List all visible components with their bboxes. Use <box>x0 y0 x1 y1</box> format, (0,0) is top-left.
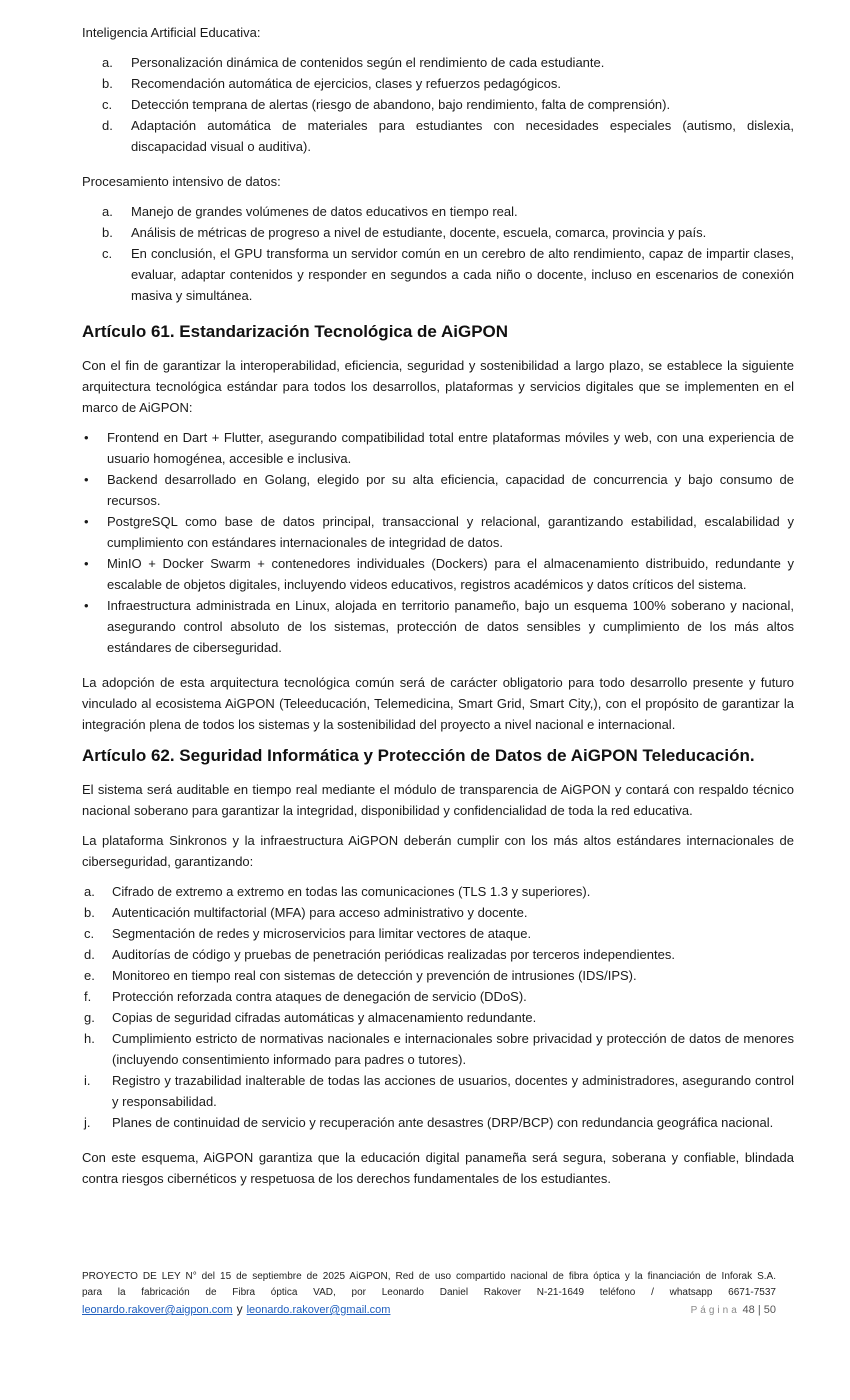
list-marker: b. <box>102 76 113 91</box>
list-marker: j. <box>84 1115 91 1130</box>
bullet-icon: • <box>84 598 89 613</box>
article-62-paragraph-1: El sistema será auditable en tiempo real mediante el módulo de transparencia de AiGPON y contará con respaldo técnico nacional soberano para garantizar la integridad, disponibilidad y confidencialidad de toda la red educativa. <box>82 782 794 818</box>
list-item-text: Protección reforzada contra ataques de denegación de servicio (DDoS). <box>112 989 527 1004</box>
list-item <box>82 1028 794 1070</box>
list-item <box>82 94 794 115</box>
security-measures-list <box>82 881 794 1133</box>
list-marker: b. <box>84 905 95 920</box>
list-item <box>82 902 794 923</box>
list-marker: c. <box>102 97 113 112</box>
list-marker: d. <box>84 947 95 962</box>
list-marker: g. <box>84 1010 95 1025</box>
list-item <box>82 52 794 73</box>
list-marker: c. <box>102 246 113 261</box>
list-item-text: MinIO + Docker Swarm + contenedores individuales (Dockers) para el almacenamiento distribuido, redundante y escalable de objetos digitales, incluyendo videos educativos, registros académicos y datos críticos del sistema. <box>107 556 794 592</box>
article-62-heading: Artículo 62. Seguridad Informática y Protección de Datos de AiGPON Teleducación. <box>82 746 755 765</box>
list-marker: a. <box>84 884 95 899</box>
list-item-text: Frontend en Dart + Flutter, asegurando compatibilidad total entre plataformas móviles y web, con una experiencia de usuario homogénea, accesible e inclusiva. <box>107 430 794 466</box>
document-page <box>82 22 794 1198</box>
list-item-text: Copias de seguridad cifradas automáticas y almacenamiento redundante. <box>112 1010 537 1025</box>
footer-conjunction: y <box>236 1302 243 1316</box>
list-item <box>82 965 794 986</box>
list-item <box>82 553 794 595</box>
list-item-text: Recomendación automática de ejercicios, clases y refuerzos pedagógicos. <box>131 76 561 91</box>
article-62-closing: Con este esquema, AiGPON garantiza que la educación digital panameña será segura, soberana y confiable, blindada contra riesgos cibernéticos y respetuosa de los derechos fundamentales de los estudiantes. <box>82 1150 794 1186</box>
page-indicator <box>691 1302 776 1319</box>
list-item <box>82 1007 794 1028</box>
list-item <box>82 1112 794 1133</box>
list-item <box>82 73 794 94</box>
list-item-text: En conclusión, el GPU transforma un servidor común en un cerebro de alto rendimiento, capaz de impartir clases, evaluar, adaptar contenidos y responder en segundos a cada niño o docente, incluso en escenarios de conexión masiva y simultánea. <box>131 246 794 303</box>
list-item-text: Infraestructura administrada en Linux, alojada en territorio panameño, bajo un esquema 100% soberano y nacional, asegurando control absoluto de los sistemas, protección de datos sensibles y cumplimiento de los más altos estándares de ciberseguridad. <box>107 598 794 655</box>
footer-line-1: PROYECTO DE LEY N° del 15 de septiembre de 2025 AiGPON, Red de uso compartido nacional de fibra óptica y la financiación de Inforak S.A. <box>82 1271 776 1282</box>
footer-line-2: para la fabricación de Fibra óptica VAD, por Leonardo Daniel Rakover N-21-1649 teléfono / whatsapp 6671-7537 <box>82 1287 776 1298</box>
list-item-text: Autenticación multifactorial (MFA) para acceso administrativo y docente. <box>112 905 528 920</box>
list-item <box>82 881 794 902</box>
list-item-text: Adaptación automática de materiales para estudiantes con necesidades especiales (autismo, dislexia, discapacidad visual o auditiva). <box>131 118 794 154</box>
bullet-icon: • <box>84 472 89 487</box>
list-item-text: Auditorías de código y pruebas de penetración periódicas realizadas por terceros independientes. <box>112 947 675 962</box>
list-item-text: Personalización dinámica de contenidos según el rendimiento de cada estudiante. <box>131 55 605 70</box>
list-item <box>82 923 794 944</box>
bullet-icon: • <box>84 556 89 571</box>
list-item-text: Monitoreo en tiempo real con sistemas de detección y prevención de intrusiones (IDS/IPS). <box>112 968 637 983</box>
list-item <box>82 1070 794 1112</box>
article-62-paragraph-2: La plataforma Sinkronos y la infraestructura AiGPON deberán cumplir con los más altos estándares internacionales de ciberseguridad, garantizando: <box>82 833 794 869</box>
list-item-text: Manejo de grandes volúmenes de datos educativos en tiempo real. <box>131 204 518 219</box>
page-footer <box>82 1269 776 1319</box>
data-processing-list <box>82 201 794 306</box>
article-61-intro: Con el fin de garantizar la interoperabilidad, eficiencia, seguridad y sostenibilidad a largo plazo, se establece la siguiente arquitectura tecnológica estándar para todos los desarrollos, plataformas y servicios digitales que se implementen en el marco de AiGPON: <box>82 358 794 415</box>
list-marker: b. <box>102 225 113 240</box>
list-item-text: Backend desarrollado en Golang, elegido por su alta eficiencia, capacidad de concurrencia y bajo consumo de recursos. <box>107 472 794 508</box>
list-marker: d. <box>102 118 113 133</box>
list-item <box>82 469 794 511</box>
list-marker: c. <box>84 926 95 941</box>
list-item-text: Segmentación de redes y microservicios para limitar vectores de ataque. <box>112 926 532 941</box>
page-label: Página <box>690 1305 740 1316</box>
section-ai-lead: Inteligencia Artificial Educativa: <box>82 25 261 40</box>
tech-stack-list <box>82 427 794 658</box>
list-item-text: PostgreSQL como base de datos principal, transaccional y relacional, garantizando estabilidad, escalabilidad y cumplimiento con estándares internacionales de integridad de datos. <box>107 514 794 550</box>
article-61-heading: Artículo 61. Estandarización Tecnológica de AiGPON <box>82 322 509 341</box>
section-data-lead: Procesamiento intensivo de datos: <box>82 174 281 189</box>
email-link-aigpon[interactable]: leonardo.rakover@aigpon.com <box>82 1304 233 1316</box>
bullet-icon: • <box>84 514 89 529</box>
list-marker: a. <box>102 55 113 70</box>
page-number: 48 | 50 <box>742 1304 776 1316</box>
list-item <box>82 115 794 157</box>
list-item-text: Cifrado de extremo a extremo en todas las comunicaciones (TLS 1.3 y superiores). <box>112 884 591 899</box>
list-item <box>82 201 794 222</box>
list-marker: f. <box>84 989 92 1004</box>
list-item <box>82 222 794 243</box>
email-link-gmail[interactable]: leonardo.rakover@gmail.com <box>246 1304 391 1316</box>
list-item <box>82 595 794 658</box>
ai-features-list <box>82 52 794 157</box>
list-item <box>82 427 794 469</box>
list-item-text: Detección temprana de alertas (riesgo de abandono, bajo rendimiento, falta de comprensión). <box>131 97 671 112</box>
footer-contact-row <box>82 1301 776 1319</box>
list-item-text: Planes de continuidad de servicio y recuperación ante desastres (DRP/BCP) con redundancia geográfica nacional. <box>112 1115 774 1130</box>
footer-emails <box>82 1301 390 1319</box>
list-item-text: Cumplimiento estricto de normativas nacionales e internacionales sobre privacidad y protección de datos de menores (incluyendo consentimiento informado para padres o tutores). <box>112 1031 794 1067</box>
list-marker: i. <box>84 1073 91 1088</box>
list-item <box>82 243 794 306</box>
bullet-icon: • <box>84 430 89 445</box>
list-marker: h. <box>84 1031 95 1046</box>
article-61-closing: La adopción de esta arquitectura tecnológica común será de carácter obligatorio para todo desarrollo presente y futuro vinculado al ecosistema AiGPON (Teleeducación, Telemedicina, Smart Grid, Smart City,), con el propósito de garantizar la integración plena de todos los sistemas y la sostenibilidad del proyecto a nivel nacional e internacional. <box>82 675 794 732</box>
list-marker: e. <box>84 968 95 983</box>
list-item <box>82 944 794 965</box>
list-marker: a. <box>102 204 113 219</box>
list-item <box>82 511 794 553</box>
list-item-text: Análisis de métricas de progreso a nivel de estudiante, docente, escuela, comarca, provincia y país. <box>131 225 707 240</box>
list-item-text: Registro y trazabilidad inalterable de todas las acciones de usuarios, docentes y administradores, asegurando control y responsabilidad. <box>112 1073 794 1109</box>
list-item <box>82 986 794 1007</box>
